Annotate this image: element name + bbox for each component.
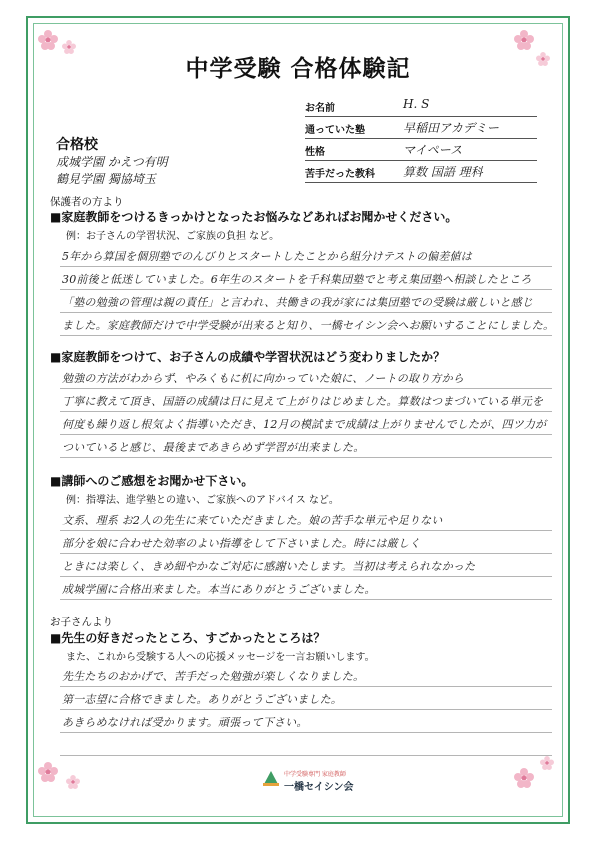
question-3-example: 例：指導法、進学塾との違い、ご家族へのアドバイス など。	[66, 495, 339, 506]
answer-line: 勉強の方法がわからず、やみくもに机に向かっていた娘に、ノートの取り方から	[62, 372, 464, 385]
question-2-title: ■家庭教師をつけて、お子さんの成績や学習状況はどう変わりましたか？	[50, 350, 446, 364]
answer-line: 丁寧に教えて頂き、国語の成績は日に見えて上がりはじめました。算数はつまづいている単元を	[62, 395, 544, 408]
juku-value: 早稲田アカデミー	[403, 121, 499, 135]
weak-subjects-value: 算数 国語 理科	[403, 165, 483, 179]
profile-row-personality	[305, 141, 537, 161]
answer-2-lines	[60, 366, 552, 458]
personality-value: マイペース	[403, 143, 463, 157]
page-title: 中学受験 合格体験記	[185, 56, 411, 82]
flower-icon	[514, 30, 534, 50]
answer-line: 文系、理系 お2人の先生に来ていただきました。娘の苦手な単元や足りない	[62, 514, 443, 527]
profile-row-name	[305, 97, 537, 117]
question-1-example: 例：お子さんの学習状況、ご家族の負担 など。	[66, 231, 280, 242]
flower-icon	[540, 756, 554, 770]
answer-line: 何度も繰り返し根気よく指導いただき、12月の模試まで成績は上がりませんでしたが、四ツ力が	[62, 418, 547, 431]
personality-label: 性格	[305, 147, 325, 158]
weak-subjects-label: 苦手だった教科	[305, 169, 375, 180]
flower-icon	[38, 30, 58, 50]
juku-label: 通っていた塾	[305, 125, 365, 136]
logo-mark-icon	[262, 770, 280, 788]
answer-4-lines	[60, 664, 552, 756]
company-logo	[262, 766, 362, 796]
answer-line: 先生たちのおかげで、苦手だった勉強が楽しくなりました。	[62, 670, 365, 683]
answer-3-lines	[60, 508, 552, 600]
answer-line: ついていると感じ、最後まであきらめず学習が出来ました。	[62, 441, 365, 454]
answer-line: 30前後と低迷していました。6年生のスタートを千科集団塾でと考え集団塾へ相談したところ	[62, 273, 532, 286]
school-line: 鶴見学園 獨協埼玉	[56, 172, 156, 186]
school-line: 成城学園 かえつ有明	[56, 155, 168, 169]
question-1-title: ■家庭教師をつけるきっかけとなったお悩みなどあればお聞かせください。	[50, 210, 458, 224]
name-label: お名前	[305, 103, 335, 114]
answer-line: 5年から算国を個別塾でのんびりとスタートしたことから組分けテストの偏差値は	[62, 250, 472, 263]
question-4-title: ■先生の好きだったところ、すごかったところは？	[50, 631, 326, 645]
question-3-title: ■講師へのご感想をお聞かせ下さい。	[50, 474, 254, 488]
profile-row-weak-subjects	[305, 163, 537, 183]
answer-1-lines	[60, 244, 555, 336]
flower-icon	[38, 762, 58, 782]
profile-table	[305, 97, 537, 185]
name-value: H. S	[403, 97, 430, 111]
answer-line: 部分を娘に合わせた効率のよい指導をして下さいました。時には厳しく	[62, 537, 421, 550]
child-section-label: お子さんより	[50, 616, 113, 628]
flower-icon	[514, 768, 534, 788]
logo-tagline: 中学受験専門 家庭教師	[284, 771, 346, 778]
answer-line: 成城学園に合格出来ました。本当にありがとうございました。	[62, 583, 376, 596]
question-4-sub: また、これから受験する人への応援メッセージを一言お願いします。	[66, 652, 375, 663]
answer-line: ときには楽しく、きめ細やかなご対応に感謝いたします。当初は考えられなかった	[62, 560, 476, 573]
guardian-section-label: 保護者の方より	[50, 196, 124, 208]
answer-line: 「塾の勉強の管理は親の責任」と言われ、共働きの我が家には集団塾での受験は厳しいと感じ	[62, 296, 534, 309]
logo-name: 一橋セイシン会	[284, 782, 354, 793]
schools-heading: 合格校	[56, 137, 98, 153]
flower-icon	[66, 775, 80, 789]
answer-line: あきらめなければ受かります。頑張って下さい。	[62, 716, 308, 729]
profile-row-juku	[305, 119, 537, 139]
answer-line: 第一志望に合格できました。ありがとうございました。	[62, 693, 342, 706]
answer-line: ました。家庭教師だけで中学受験が出来ると知り、一橋セイシン会へお願いすることにしました。	[62, 319, 555, 332]
